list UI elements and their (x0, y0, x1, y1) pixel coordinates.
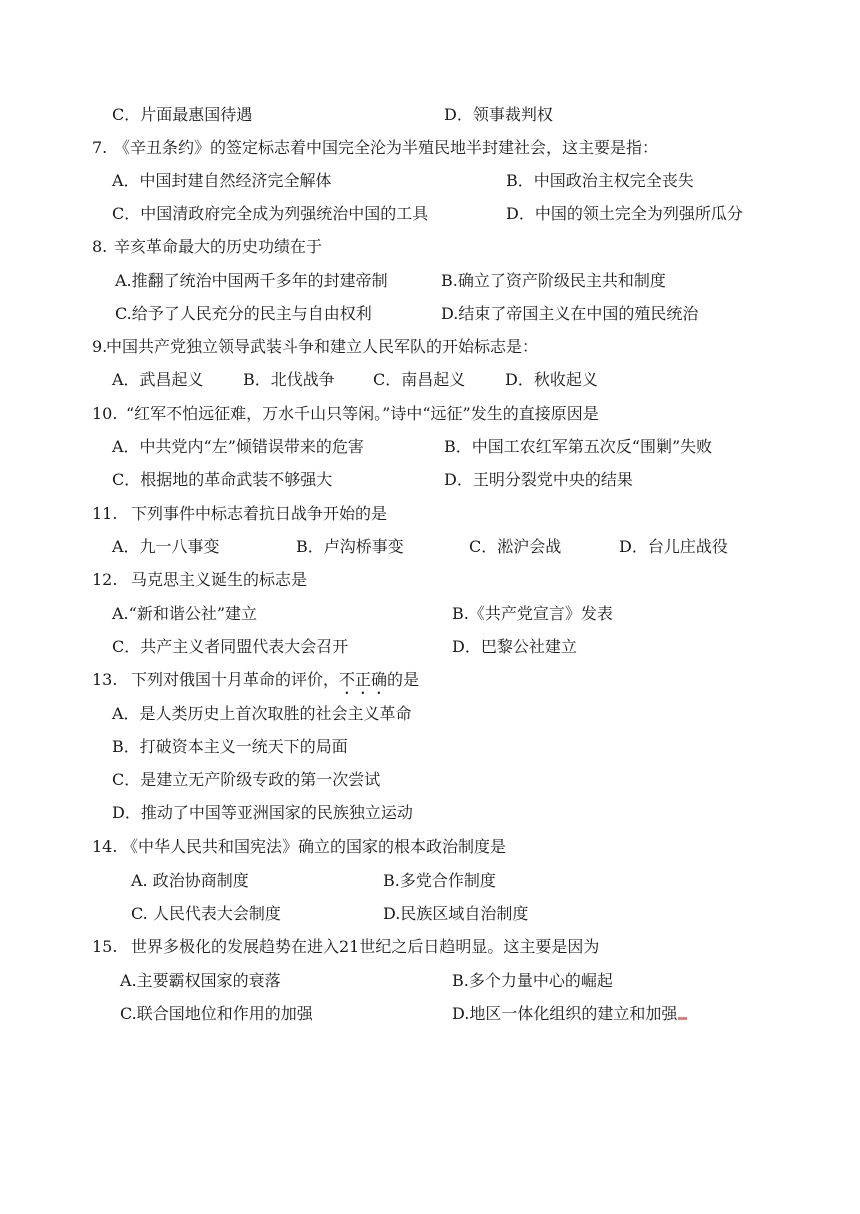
option-8-b: B.确立了资产阶级民主共和制度 (441, 271, 666, 290)
option-12-b: B.《共产党宣言》发表 (452, 604, 613, 623)
option-14-b: B.多党合作制度 (383, 871, 496, 890)
question-7-text: 《辛丑条约》的签定标志着中国完全沦为半殖民地半封建社会，这主要是指： (114, 138, 659, 157)
option-15-d: D.地区一体化组织的建立和加强 (452, 1004, 678, 1023)
question-13-text (131, 668, 419, 698)
option-14-a: A. 政治协商制度 (131, 871, 249, 890)
option-15-b: B.多个力量中心的崛起 (452, 971, 613, 990)
question-8-text: 辛亥革命最大的历史功绩在于 (114, 237, 323, 256)
option-11-b: B．卢沟桥事变 (296, 537, 404, 556)
stray-red-mark (678, 1017, 687, 1020)
option-13-b: B．打破资本主义一统天下的局面 (112, 737, 348, 756)
option-9-b: B．北伐战争 (243, 370, 335, 389)
question-13-number: 13. (92, 670, 118, 689)
option-7-d: D．中国的领土完全为列强所瓜分 (506, 204, 743, 223)
question-15-number: 15. (92, 937, 118, 956)
option-10-d: D．王明分裂党中央的结果 (444, 470, 633, 489)
option-8-a: A.推翻了统治中国两千多年的封建帝制 (115, 271, 388, 290)
question-12-number: 12. (92, 570, 118, 589)
option-13-d: D．推动了中国等亚洲国家的民族独立运动 (112, 803, 413, 822)
option-10-a: A．中共党内“左”倾错误带来的危害 (112, 437, 364, 456)
option-9-a: A．武昌起义 (112, 370, 204, 389)
question-9-text: 中国共产党独立领导武装斗争和建立人民军队的开始标志是： (106, 337, 539, 356)
option-13-c: C．是建立无产阶级专政的第一次尝试 (112, 770, 381, 789)
question-13-text-before: 下列对俄国十月革命的评价， (131, 670, 340, 689)
option-8-d: D.结束了帝国主义在中国的殖民统治 (441, 304, 699, 323)
option-11-a: A．九一八事变 (112, 537, 220, 556)
question-8-number: 8. (92, 237, 108, 256)
question-9-number: 9. (92, 337, 108, 356)
question-13-emphasis: 不正确 (339, 670, 388, 689)
option-9-d: D．秋收起义 (505, 370, 598, 389)
question-11-number: 11. (92, 504, 118, 523)
option-14-d: D.民族区域自治制度 (383, 904, 529, 923)
question-10-number: 10. (92, 404, 118, 423)
option-14-c: C. 人民代表大会制度 (131, 904, 281, 923)
option-12-d: D．巴黎公社建立 (452, 637, 577, 656)
option-7-c: C．中国清政府完全成为列强统治中国的工具 (112, 204, 429, 223)
option-13-a: A．是人类历史上首次取胜的社会主义革命 (112, 704, 412, 723)
option-15-c: C.联合国地位和作用的加强 (120, 1004, 313, 1023)
option-10-b: B．中国工农红军第五次反“围剿”失败 (444, 437, 713, 456)
option-11-c: C．淞沪会战 (469, 537, 562, 556)
option-6-d: D．领事裁判权 (444, 105, 553, 124)
option-12-c: C．共产主义者同盟代表大会召开 (112, 637, 349, 656)
option-7-a: A．中国封建自然经济完全解体 (112, 171, 332, 190)
question-13-text-after: 的是 (387, 670, 420, 689)
option-15-d-wrapper (452, 1002, 687, 1026)
option-7-b: B．中国政治主权完全丧失 (506, 171, 694, 190)
question-7-number: 7. (92, 138, 108, 157)
question-10-text: “红军不怕远征难，万水千山只等闲。”诗中“远征”发生的直接原因是 (126, 404, 599, 423)
question-12-text: 马克思主义诞生的标志是 (131, 570, 308, 589)
option-12-a: A.“新和谐公社”建立 (112, 604, 258, 623)
option-10-c: C．根据地的革命武装不够强大 (112, 470, 333, 489)
option-9-c: C．南昌起义 (373, 370, 466, 389)
question-14-number: 14. (92, 837, 118, 856)
option-11-d: D．台儿庄战役 (619, 537, 728, 556)
question-11-text: 下列事件中标志着抗日战争开始的是 (131, 504, 388, 523)
option-8-c: C.给予了人民充分的民主与自由权利 (115, 304, 372, 323)
question-15-text: 世界多极化的发展趋势在进入21世纪之后日趋明显。这主要是因为 (131, 937, 600, 956)
question-14-text: 《中华人民共和国宪法》确立的国家的根本政治制度是 (122, 837, 507, 856)
option-15-a: A.主要霸权国家的衰落 (120, 971, 281, 990)
option-6-c: C．片面最惠国待遇 (112, 105, 253, 124)
